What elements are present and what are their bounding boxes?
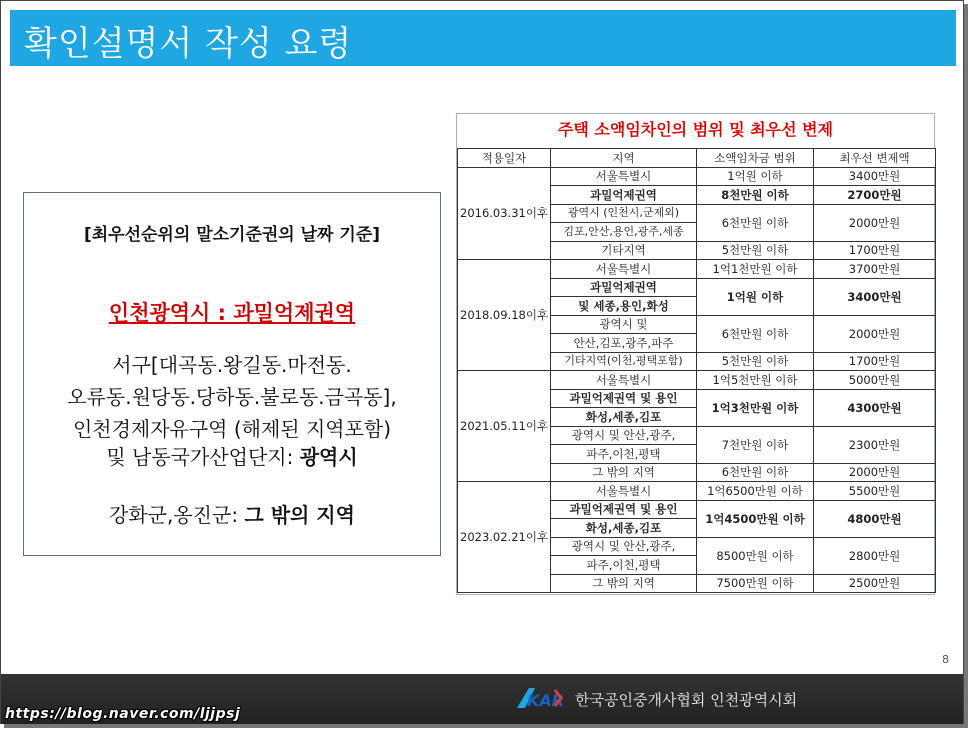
range-cell: 7500만원 이하	[697, 574, 814, 593]
region-cell: 광역시 및 안산,광주,	[551, 537, 697, 556]
footer-bar	[1, 674, 963, 724]
criteria-box	[23, 192, 441, 556]
region-cell: 김포,안산,용인,광주,세종	[551, 223, 697, 242]
amount-cell: 2700만원	[814, 186, 936, 205]
region-cell: 파주,이천,평택	[551, 556, 697, 575]
amount-cell: 4300만원	[814, 389, 936, 426]
region-cell: 화성,세종,김포	[551, 519, 697, 538]
criteria-subheading: 인천광역시 : 과밀억제권역	[108, 301, 356, 325]
slide-title: 확인설명서 작성 요령	[24, 24, 353, 64]
range-cell: 1억5천만원 이하	[697, 371, 814, 390]
date-cell: 2016.03.31이후	[458, 167, 551, 260]
district-line-5-text: 강화군,옹진군:	[109, 503, 245, 527]
range-cell: 5천만원 이하	[697, 352, 814, 371]
date-cell: 2021.05.11이후	[458, 371, 551, 482]
region-cell: 화성,세종,김포	[551, 408, 697, 427]
region-cell: 그 밖의 지역	[551, 574, 697, 593]
region-cell: 서울특별시	[551, 167, 697, 186]
criteria-heading: [최우선순위의 말소기준권의 날짜 기준]	[83, 225, 381, 245]
table-row	[458, 371, 936, 390]
organization-name: 한국공인중개사협회 인천광역시회	[575, 691, 798, 709]
amount-cell: 2000만원	[814, 204, 936, 241]
logo-text: KAR	[527, 691, 565, 710]
region-cell: 서울특별시	[551, 482, 697, 501]
amount-cell: 2300만원	[814, 426, 936, 463]
region-cell: 그 밖의 지역	[551, 463, 697, 482]
header-range: 소액임차금 범위	[697, 149, 814, 168]
date-cell: 2018.09.18이후	[458, 260, 551, 371]
district-line-2: 오류동.원당동.당하동.불로동.금곡동],	[67, 385, 397, 409]
range-cell: 6천만원 이하	[697, 463, 814, 482]
district-line-4	[24, 445, 440, 469]
district-line-5-bold: 그 밖의 지역	[244, 503, 355, 527]
amount-cell: 3400만원	[814, 167, 936, 186]
region-cell: 서울특별시	[551, 371, 697, 390]
region-cell: 과밀억제권역 및 용인	[551, 389, 697, 408]
table-title: 주택 소액임차인의 범위 및 최우선 변제	[557, 120, 834, 139]
district-line-4-bold: 광역시	[299, 445, 358, 469]
region-cell: 과밀억제권역	[551, 186, 697, 205]
table-row	[458, 260, 936, 279]
range-cell: 1억1천만원 이하	[697, 260, 814, 279]
amount-cell: 4800만원	[814, 500, 936, 537]
region-cell: 및 세종,용인,화성	[551, 297, 697, 316]
range-cell: 1억원 이하	[697, 278, 814, 315]
region-cell: 과밀억제권역	[551, 278, 697, 297]
range-cell: 1억원 이하	[697, 167, 814, 186]
range-cell: 8천만원 이하	[697, 186, 814, 205]
range-cell: 6천만원 이하	[697, 315, 814, 352]
region-cell: 서울특별시	[551, 260, 697, 279]
region-cell: 기타지역	[551, 241, 697, 260]
range-cell: 7천만원 이하	[697, 426, 814, 463]
date-cell: 2023.02.21이후	[458, 482, 551, 593]
amount-cell: 1700만원	[814, 352, 936, 371]
region-cell: 광역시 및 안산,광주,	[551, 426, 697, 445]
amount-cell: 5500만원	[814, 482, 936, 501]
region-cell: 광역시 및	[551, 315, 697, 334]
table-row	[458, 482, 936, 501]
range-cell: 1억6500만원 이하	[697, 482, 814, 501]
rent-table-panel	[456, 113, 935, 595]
region-cell: 기타지역(이천,평택포함)	[551, 352, 697, 371]
table-header-row	[458, 149, 936, 168]
range-cell: 6천만원 이하	[697, 204, 814, 241]
table-row	[458, 167, 936, 186]
range-cell: 8500만원 이하	[697, 537, 814, 574]
amount-cell: 2000만원	[814, 463, 936, 482]
rent-table	[457, 148, 936, 593]
region-cell: 광역시 (인천시,군제외)	[551, 204, 697, 223]
district-line-5	[24, 503, 440, 527]
district-line-1: 서구[대곡동.왕길동.마전동.	[112, 353, 352, 377]
title-bar	[10, 10, 956, 66]
district-line-4-text: 및 남동국가산업단지:	[106, 445, 300, 469]
amount-cell: 2000만원	[814, 315, 936, 352]
amount-cell: 1700만원	[814, 241, 936, 260]
page-number: 8	[942, 653, 949, 666]
region-cell: 파주,이천,평택	[551, 445, 697, 464]
region-cell: 과밀억제권역 및 용인	[551, 500, 697, 519]
amount-cell: 2800만원	[814, 537, 936, 574]
region-cell: 안산,김포,광주,파주	[551, 334, 697, 353]
header-amount: 최우선 변제액	[814, 149, 936, 168]
blog-url: https://blog.naver.com/ljjpsj	[5, 706, 241, 722]
range-cell: 5천만원 이하	[697, 241, 814, 260]
header-region: 지역	[551, 149, 697, 168]
amount-cell: 2500만원	[814, 574, 936, 593]
range-cell: 1억4500만원 이하	[697, 500, 814, 537]
range-cell: 1억3천만원 이하	[697, 389, 814, 426]
amount-cell: 3400만원	[814, 278, 936, 315]
district-line-3: 인천경제자유구역 (해제된 지역포함)	[72, 417, 392, 441]
amount-cell: 5000만원	[814, 371, 936, 390]
kar-logo-icon	[515, 684, 571, 712]
amount-cell: 3700만원	[814, 260, 936, 279]
header-date: 적용일자	[458, 149, 551, 168]
